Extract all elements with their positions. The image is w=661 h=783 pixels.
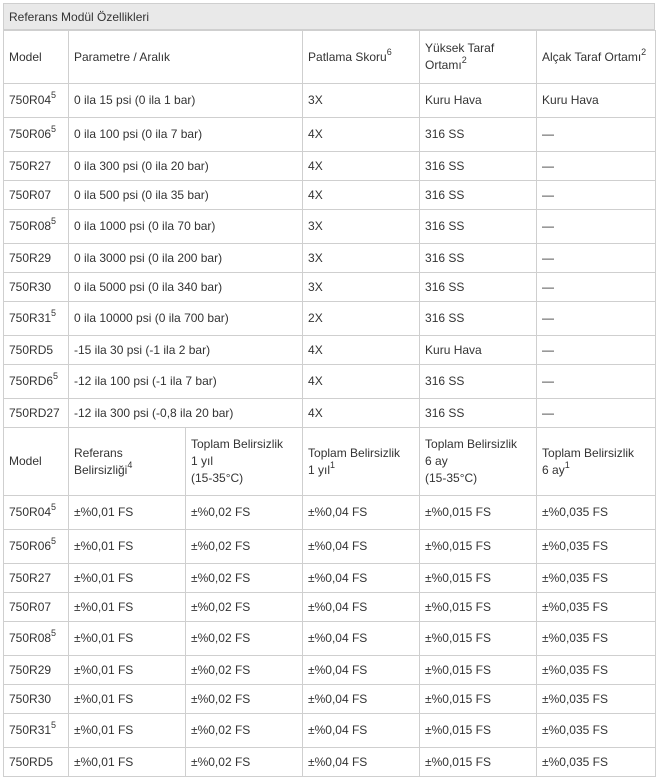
table-header-row-2 xyxy=(4,428,656,496)
low-side-cell-text: — xyxy=(542,187,555,202)
range-cell-text: 0 ila 15 psi (0 ila 1 bar) xyxy=(74,93,196,107)
header-burst-footnote: 6 xyxy=(386,46,392,57)
reference-cell-text: ±%0,01 FS xyxy=(74,723,134,737)
header-high-side xyxy=(420,31,537,84)
burst-cell-text: 2X xyxy=(308,311,323,325)
total-6m-range-cell xyxy=(420,593,537,622)
header2-t1y-line1: Toplam Belirsizlik xyxy=(308,445,401,460)
range-cell xyxy=(69,152,303,181)
header-high-line2: Ortamı xyxy=(425,58,462,72)
table-caption: Referans Modül Özellikleri xyxy=(3,3,655,30)
header2-model-label: Model xyxy=(9,454,42,468)
total-6m-cell xyxy=(537,593,656,622)
low-side-cell xyxy=(537,336,656,365)
model-cell-text: 750RD5 xyxy=(9,342,54,357)
model-footnote: 5 xyxy=(51,308,57,318)
model-cell xyxy=(4,181,69,210)
model-cell xyxy=(4,84,69,118)
reference-cell xyxy=(69,748,186,777)
total-1y-range-cell xyxy=(186,656,303,685)
low-side-cell-text: — xyxy=(542,311,555,325)
range-cell xyxy=(69,399,303,428)
total-1y-cell xyxy=(303,714,420,748)
total-1y-range-cell xyxy=(186,714,303,748)
low-side-cell-text: — xyxy=(542,219,555,233)
model-cell xyxy=(4,564,69,593)
high-side-cell xyxy=(420,365,537,399)
total-6m-range-cell xyxy=(420,530,537,564)
low-side-cell xyxy=(537,273,656,302)
header2-t1y-footnote: 1 xyxy=(330,459,336,470)
burst-cell-text: 4X xyxy=(308,158,323,173)
high-side-cell-text: 316 SS xyxy=(425,279,465,294)
range-cell-text: 0 ila 3000 psi (0 ila 200 bar) xyxy=(74,250,223,265)
burst-cell xyxy=(303,152,420,181)
header2-t1yr-line2: 1 yıl xyxy=(191,454,214,468)
total-1y-range-cell-text: ±%0,02 FS xyxy=(191,691,251,706)
table-row xyxy=(4,656,656,685)
model-cell xyxy=(4,656,69,685)
low-side-cell-text: — xyxy=(542,158,555,173)
high-side-cell xyxy=(420,399,537,428)
reference-cell xyxy=(69,714,186,748)
burst-cell-text: 3X xyxy=(308,219,323,233)
burst-cell-text: 4X xyxy=(308,127,323,141)
reference-cell xyxy=(69,656,186,685)
total-6m-cell xyxy=(537,748,656,777)
high-side-cell-text: 316 SS xyxy=(425,219,465,233)
total-1y-cell xyxy=(303,656,420,685)
model-cell-text: 750R27 xyxy=(9,158,52,173)
burst-cell-text: 3X xyxy=(308,250,323,265)
reference-cell-text: ±%0,01 FS xyxy=(74,662,134,677)
total-1y-range-cell xyxy=(186,748,303,777)
model-cell-text: 750RD27 xyxy=(9,405,60,420)
high-side-cell-text: 316 SS xyxy=(425,250,465,265)
total-6m-cell-text: ±%0,035 FS xyxy=(542,723,608,737)
header2-total-6m-range xyxy=(420,428,537,496)
total-1y-cell-text: ±%0,04 FS xyxy=(308,662,368,677)
model-cell-text: 750R30 xyxy=(9,691,52,706)
reference-cell-text: ±%0,01 FS xyxy=(74,691,134,706)
header-low-footnote: 2 xyxy=(641,46,647,57)
header2-ref-line2: Belirsizliği xyxy=(74,462,128,477)
header2-ref-footnote: 4 xyxy=(127,459,133,470)
model-cell xyxy=(4,399,69,428)
low-side-cell-text: — xyxy=(542,374,555,388)
burst-cell xyxy=(303,302,420,336)
total-6m-cell xyxy=(537,656,656,685)
high-side-cell-text: 316 SS xyxy=(425,158,465,173)
model-footnote: 5 xyxy=(51,90,57,100)
total-1y-range-cell xyxy=(186,685,303,714)
range-cell xyxy=(69,244,303,273)
total-1y-range-cell-text: ±%0,02 FS xyxy=(191,723,251,737)
burst-cell-text: 3X xyxy=(308,279,323,294)
table-row xyxy=(4,152,656,181)
model-footnote: 5 xyxy=(51,124,57,134)
range-cell-text: -15 ila 30 psi (-1 ila 2 bar) xyxy=(74,342,211,357)
high-side-cell xyxy=(420,244,537,273)
header2-t6m-line1: Toplam Belirsizlik xyxy=(542,445,635,460)
total-1y-cell-text: ±%0,04 FS xyxy=(308,631,368,645)
model-cell-text: 750R07 xyxy=(9,599,52,614)
total-1y-cell-text: ±%0,04 FS xyxy=(308,599,368,614)
total-6m-cell-text: ±%0,035 FS xyxy=(542,631,608,645)
high-side-cell xyxy=(420,152,537,181)
model-cell-text: 750R27 xyxy=(9,570,52,585)
header-model-label: Model xyxy=(9,49,42,64)
total-1y-range-cell xyxy=(186,622,303,656)
model-cell-text: 750RD6 xyxy=(9,374,54,388)
model-cell xyxy=(4,244,69,273)
header2-total-6m xyxy=(537,428,656,496)
total-6m-range-cell xyxy=(420,748,537,777)
header-range-label: Parametre / Aralık xyxy=(74,49,171,64)
range-cell-text: -12 ila 300 psi (-0,8 ila 20 bar) xyxy=(74,405,234,420)
table-row xyxy=(4,685,656,714)
range-cell xyxy=(69,273,303,302)
low-side-cell xyxy=(537,365,656,399)
range-cell-text: 0 ila 100 psi (0 ila 7 bar) xyxy=(74,127,203,141)
total-1y-range-cell-text: ±%0,02 FS xyxy=(191,505,251,519)
burst-cell-text: 3X xyxy=(308,93,323,107)
total-1y-cell-text: ±%0,04 FS xyxy=(308,754,368,769)
model-cell xyxy=(4,622,69,656)
model-footnote: 5 xyxy=(51,536,57,546)
total-6m-cell-text: ±%0,035 FS xyxy=(542,570,608,585)
low-side-cell xyxy=(537,152,656,181)
low-side-cell xyxy=(537,181,656,210)
header-burst xyxy=(303,31,420,84)
total-1y-cell xyxy=(303,685,420,714)
header2-t6mr-line1: Toplam Belirsizlik xyxy=(425,437,518,451)
model-cell-text: 750R29 xyxy=(9,662,52,677)
high-side-cell xyxy=(420,181,537,210)
header2-model xyxy=(4,428,69,496)
high-side-cell-text: 316 SS xyxy=(425,187,465,202)
model-cell xyxy=(4,118,69,152)
range-cell-text: 0 ila 5000 psi (0 ila 340 bar) xyxy=(74,279,223,294)
burst-cell xyxy=(303,336,420,365)
model-cell xyxy=(4,336,69,365)
range-cell xyxy=(69,336,303,365)
range-cell xyxy=(69,302,303,336)
header2-t6m-footnote: 1 xyxy=(564,459,570,470)
total-1y-cell-text: ±%0,04 FS xyxy=(308,723,368,737)
table-row xyxy=(4,84,656,118)
model-cell xyxy=(4,593,69,622)
burst-cell xyxy=(303,84,420,118)
high-side-cell-text: 316 SS xyxy=(425,405,465,420)
header2-ref-line1: Referans xyxy=(74,445,123,460)
model-cell-text: 750R08 xyxy=(9,631,52,645)
range-cell xyxy=(69,84,303,118)
reference-cell-text: ±%0,01 FS xyxy=(74,539,134,553)
model-cell-text: 750R31 xyxy=(9,723,52,737)
total-6m-range-cell xyxy=(420,656,537,685)
reference-cell xyxy=(69,593,186,622)
table-row xyxy=(4,622,656,656)
total-1y-range-cell xyxy=(186,496,303,530)
range-cell-text: 0 ila 500 psi (0 ila 35 bar) xyxy=(74,187,209,202)
reference-cell xyxy=(69,622,186,656)
model-footnote: 5 xyxy=(51,720,57,730)
model-cell xyxy=(4,685,69,714)
model-cell xyxy=(4,210,69,244)
model-cell-text: 750RD5 xyxy=(9,754,54,769)
range-cell xyxy=(69,181,303,210)
model-cell xyxy=(4,748,69,777)
burst-cell xyxy=(303,118,420,152)
total-1y-cell xyxy=(303,564,420,593)
range-cell-text: 0 ila 10000 psi (0 ila 700 bar) xyxy=(74,311,229,325)
low-side-cell-text: — xyxy=(542,250,555,265)
total-1y-cell xyxy=(303,496,420,530)
total-1y-cell-text: ±%0,04 FS xyxy=(308,505,368,519)
high-side-cell-text: Kuru Hava xyxy=(425,342,482,357)
table-row xyxy=(4,210,656,244)
model-footnote: 5 xyxy=(51,502,57,512)
header2-t6mr-line2: 6 ay xyxy=(425,454,448,468)
reference-cell-text: ±%0,01 FS xyxy=(74,570,134,585)
header-high-footnote: 2 xyxy=(461,55,467,65)
reference-cell-text: ±%0,01 FS xyxy=(74,754,134,769)
model-cell-text: 750R04 xyxy=(9,505,52,519)
table-row xyxy=(4,181,656,210)
model-cell-text: 750R07 xyxy=(9,187,52,202)
model-cell xyxy=(4,496,69,530)
low-side-cell-text: — xyxy=(542,342,555,357)
burst-cell xyxy=(303,365,420,399)
total-6m-range-cell-text: ±%0,015 FS xyxy=(425,505,491,519)
total-6m-cell-text: ±%0,035 FS xyxy=(542,505,608,519)
header-range xyxy=(69,31,303,84)
high-side-cell-text: 316 SS xyxy=(425,311,465,325)
total-1y-cell xyxy=(303,593,420,622)
range-cell-text: 0 ila 300 psi (0 ila 20 bar) xyxy=(74,158,209,173)
header2-t6mr-line3: (15-35°C) xyxy=(425,471,478,485)
spec-table-body xyxy=(4,31,656,777)
low-side-cell-text: Kuru Hava xyxy=(542,93,599,107)
model-cell xyxy=(4,273,69,302)
total-6m-cell xyxy=(537,496,656,530)
high-side-cell xyxy=(420,84,537,118)
table-row xyxy=(4,118,656,152)
header-burst-label: Patlama Skoru xyxy=(308,49,387,64)
total-6m-range-cell xyxy=(420,685,537,714)
header2-reference xyxy=(69,428,186,496)
total-6m-range-cell xyxy=(420,622,537,656)
burst-cell xyxy=(303,399,420,428)
model-cell-text: 750R04 xyxy=(9,93,52,107)
table-row xyxy=(4,748,656,777)
model-cell-text: 750R06 xyxy=(9,127,52,141)
total-1y-range-cell-text: ±%0,02 FS xyxy=(191,539,251,553)
total-1y-cell-text: ±%0,04 FS xyxy=(308,691,368,706)
total-1y-range-cell-text: ±%0,02 FS xyxy=(191,754,251,769)
total-6m-cell-text: ±%0,035 FS xyxy=(542,691,608,706)
header-low-side xyxy=(537,31,656,84)
range-cell xyxy=(69,118,303,152)
low-side-cell-text: — xyxy=(542,279,555,294)
low-side-cell xyxy=(537,244,656,273)
model-footnote: 5 xyxy=(51,216,57,226)
total-6m-cell xyxy=(537,530,656,564)
total-6m-cell xyxy=(537,685,656,714)
header2-total-1y-range xyxy=(186,428,303,496)
model-cell xyxy=(4,302,69,336)
low-side-cell xyxy=(537,302,656,336)
model-cell-text: 750R06 xyxy=(9,539,52,553)
high-side-cell-text: 316 SS xyxy=(425,374,465,388)
low-side-cell-text: — xyxy=(542,405,555,420)
model-cell xyxy=(4,152,69,181)
table-row xyxy=(4,273,656,302)
model-cell-text: 750R08 xyxy=(9,219,52,233)
range-cell-text: -12 ila 100 psi (-1 ila 7 bar) xyxy=(74,374,217,388)
total-1y-range-cell xyxy=(186,564,303,593)
total-6m-range-cell xyxy=(420,714,537,748)
burst-cell-text: 4X xyxy=(308,374,323,388)
total-1y-cell xyxy=(303,622,420,656)
model-cell xyxy=(4,530,69,564)
model-footnote: 5 xyxy=(53,371,59,381)
table-header-row xyxy=(4,31,656,84)
header-high-line1: Yüksek Taraf xyxy=(425,41,495,55)
spec-table xyxy=(3,30,656,777)
high-side-cell xyxy=(420,273,537,302)
low-side-cell xyxy=(537,399,656,428)
header-low-label: Alçak Taraf Ortamı xyxy=(542,49,642,64)
total-1y-range-cell xyxy=(186,593,303,622)
table-row xyxy=(4,564,656,593)
high-side-cell xyxy=(420,210,537,244)
burst-cell-text: 4X xyxy=(308,405,323,420)
table-row xyxy=(4,365,656,399)
low-side-cell-text: — xyxy=(542,127,555,141)
reference-cell-text: ±%0,01 FS xyxy=(74,631,134,645)
model-cell xyxy=(4,365,69,399)
total-1y-range-cell-text: ±%0,02 FS xyxy=(191,599,251,614)
low-side-cell xyxy=(537,210,656,244)
total-6m-cell xyxy=(537,714,656,748)
low-side-cell xyxy=(537,84,656,118)
header2-t1y-line2: 1 yıl xyxy=(308,462,331,477)
burst-cell xyxy=(303,210,420,244)
model-cell-text: 750R31 xyxy=(9,311,52,325)
burst-cell xyxy=(303,273,420,302)
high-side-cell xyxy=(420,302,537,336)
burst-cell xyxy=(303,244,420,273)
total-6m-range-cell-text: ±%0,015 FS xyxy=(425,723,491,737)
model-footnote: 5 xyxy=(51,628,57,638)
burst-cell-text: 4X xyxy=(308,342,323,357)
total-6m-range-cell-text: ±%0,015 FS xyxy=(425,599,491,614)
reference-cell xyxy=(69,685,186,714)
table-row xyxy=(4,714,656,748)
table-row xyxy=(4,496,656,530)
reference-cell-text: ±%0,01 FS xyxy=(74,505,134,519)
total-6m-cell-text: ±%0,035 FS xyxy=(542,539,608,553)
model-cell-text: 750R29 xyxy=(9,250,52,265)
table-row xyxy=(4,244,656,273)
total-1y-range-cell-text: ±%0,02 FS xyxy=(191,662,251,677)
total-6m-range-cell-text: ±%0,015 FS xyxy=(425,539,491,553)
header2-t1yr-line3: (15-35°C) xyxy=(191,471,244,485)
total-6m-cell-text: ±%0,035 FS xyxy=(542,599,608,614)
total-6m-range-cell xyxy=(420,564,537,593)
total-1y-cell-text: ±%0,04 FS xyxy=(308,539,368,553)
header2-t6m-line2: 6 ay xyxy=(542,462,565,477)
total-1y-range-cell xyxy=(186,530,303,564)
header2-total-1y xyxy=(303,428,420,496)
burst-cell xyxy=(303,181,420,210)
table-row xyxy=(4,593,656,622)
header-model xyxy=(4,31,69,84)
table-row xyxy=(4,399,656,428)
burst-cell-text: 4X xyxy=(308,187,323,202)
table-row xyxy=(4,302,656,336)
high-side-cell xyxy=(420,118,537,152)
total-1y-range-cell-text: ±%0,02 FS xyxy=(191,570,251,585)
high-side-cell-text: 316 SS xyxy=(425,127,465,141)
high-side-cell xyxy=(420,336,537,365)
range-cell-text: 0 ila 1000 psi (0 ila 70 bar) xyxy=(74,219,216,233)
model-cell xyxy=(4,714,69,748)
spec-table-container xyxy=(3,3,655,777)
range-cell xyxy=(69,365,303,399)
total-6m-range-cell xyxy=(420,496,537,530)
table-row xyxy=(4,336,656,365)
table-row xyxy=(4,530,656,564)
reference-cell xyxy=(69,496,186,530)
total-6m-range-cell-text: ±%0,015 FS xyxy=(425,754,491,769)
total-6m-range-cell-text: ±%0,015 FS xyxy=(425,631,491,645)
total-1y-cell xyxy=(303,748,420,777)
reference-cell xyxy=(69,530,186,564)
reference-cell xyxy=(69,564,186,593)
total-6m-cell-text: ±%0,035 FS xyxy=(542,662,608,677)
total-6m-cell-text: ±%0,035 FS xyxy=(542,754,608,769)
total-6m-range-cell-text: ±%0,015 FS xyxy=(425,691,491,706)
model-cell-text: 750R30 xyxy=(9,279,52,294)
high-side-cell-text: Kuru Hava xyxy=(425,93,482,107)
reference-cell-text: ±%0,01 FS xyxy=(74,599,134,614)
total-1y-cell-text: ±%0,04 FS xyxy=(308,570,368,585)
total-6m-range-cell-text: ±%0,015 FS xyxy=(425,662,491,677)
range-cell xyxy=(69,210,303,244)
low-side-cell xyxy=(537,118,656,152)
total-6m-cell xyxy=(537,564,656,593)
header2-t1yr-line1: Toplam Belirsizlik xyxy=(191,437,284,451)
total-1y-cell xyxy=(303,530,420,564)
total-6m-range-cell-text: ±%0,015 FS xyxy=(425,570,491,585)
total-6m-cell xyxy=(537,622,656,656)
total-1y-range-cell-text: ±%0,02 FS xyxy=(191,631,251,645)
